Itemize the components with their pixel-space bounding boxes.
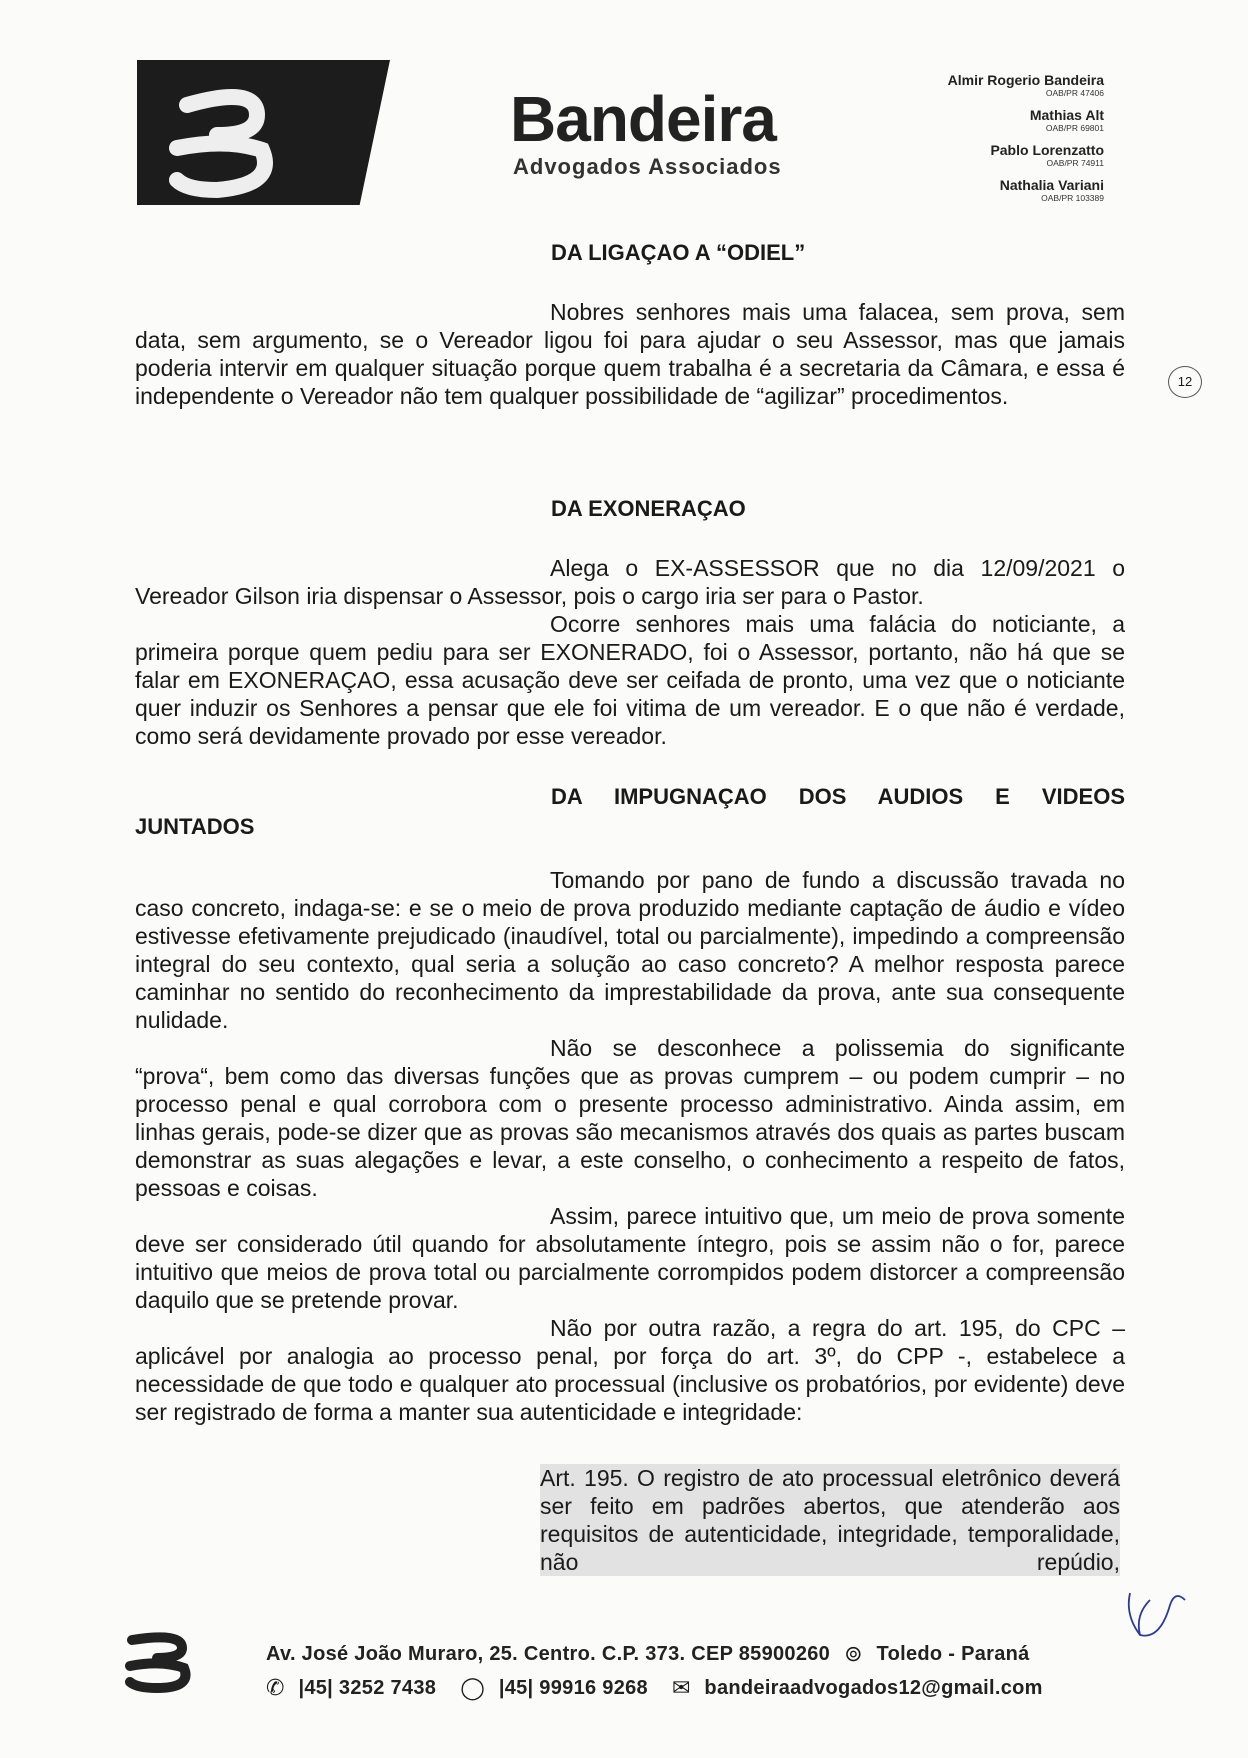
paragraph: Assim, parece intuitivo que, um meio de prova somente deve ser considerado útil quando for absolutamente íntegro, pois se assim não o for, parece intuitivo que meios de prova total ou parcialmente corrompidos podem distorcer a compreensão daquilo que se pretende provar. [135,1203,1125,1313]
footer-email: bandeiraadvogados12@gmail.com [704,1677,1043,1699]
footer-city: Toledo - Paraná [876,1643,1030,1665]
page-number: 12 [1168,366,1202,398]
section-heading: DA EXONERAÇAO [551,496,746,521]
section-heading: DA IMPUGNAÇAO DOS AUDIOS E VIDEOS [551,784,1125,809]
document-body [135,240,1125,1576]
logo-mark [137,60,390,205]
section-body [135,554,1125,750]
paragraph: Nobres senhores mais uma falacea, sem prova, sem data, sem argumento, se o Vereador ligou foi para ajudar o seu Assessor, mas que jamais poderia intervir em qualquer situação porque quem trabalha é a secretaria da Câmara, e essa é independente o Vereador não tem qualquer possibilidade de “agilizar” procedimentos. [135,299,1125,409]
lawyer-oab: OAB/PR 103389 [1041,193,1104,203]
whatsapp-icon: ◯ [460,1675,485,1700]
lawyer-oab: OAB/PR 74911 [1046,158,1104,168]
footer-whatsapp: |45| 99916 9268 [498,1677,648,1699]
footer-logo-icon [122,1630,202,1694]
brand-name: Bandeira [510,83,776,155]
lawyer-name: Almir Rogerio Bandeira [947,72,1104,88]
lawyer-name: Pablo Lorenzatto [990,142,1104,158]
lawyer-oab: OAB/PR 69801 [1045,123,1104,133]
lawyer-name: Nathalia Variani [999,177,1104,193]
logo-b-icon [137,60,390,205]
lawyer-name: Mathias Alt [1029,107,1104,123]
footer-address: Av. José João Muraro, 25. Centro. C.P. 373. CEP 85900260 [266,1643,831,1665]
section-heading-continued: JUNTADOS [135,814,255,839]
paragraph: Ocorre senhores mais uma falácia do noticiante, a primeira porque quem pediu para ser EXONERADO, foi o Assessor, portanto, não há que se falar em EXONERAÇAO, essa acusação deve ser ceifada de pronto, uma vez que o noticiante quer induzir os Senhores a pensar que ele foi vitima de um vereador. E o que não é verdade, como será devidamente provado por esse vereador. [135,611,1125,749]
footer-contact-row [266,1676,1043,1700]
footer-phone: |45| 3252 7438 [298,1677,437,1699]
section-body [135,298,1125,410]
legal-quote: Art. 195. O registro de ato processual eletrônico deverá ser feito em padrões abertos, que atenderão aos requisitos de autenticidade, integridade, temporalidade, não repúdio, [540,1465,1120,1575]
lawyer-oab: OAB/PR 47406 [1045,88,1104,98]
location-pin-icon: ⊚ [844,1641,863,1666]
paragraph: Não por outra razão, a regra do art. 195, do CPC – aplicável por analogia ao processo penal, por força do art. 3º, do CPP -, estabelece a necessidade de que todo e qualquer ato processual (inclusive os probatórios, por evidente) deve ser registrado de forma a manter sua autenticidade e integridade: [135,1315,1125,1425]
lawyer-list [948,72,1104,212]
paragraph: Tomando por pano de fundo a discussão travada no caso concreto, indaga-se: e se o meio de prova produzido mediante captação de áudio e vídeo estivesse efetivamente prejudicado (inaudível, total ou parcialmente), impedindo a compreensão integral do seu contexto, qual seria a solução ao caso concreto? A melhor resposta parece caminhar no sentido do reconhecimento da imprestabilidade da prova, ante sua consequente nulidade. [135,867,1125,1033]
section-body [135,866,1125,1426]
phone-icon: ✆ [266,1675,285,1700]
email-icon: ✉ [671,1675,691,1700]
signature-mark [1120,1585,1190,1641]
paragraph: Não se desconhece a polissemia do significante “prova“, bem como das diversas funções que as provas cumprem – ou podem cumprir – no processo penal e qual corrobora com o presente processo administrativo. Ainda assim, em linhas gerais, pode-se dizer que as provas são mecanismos através dos quais as partes buscam demonstrar as suas alegações e levar, a este conselho, o conhecimento a respeito de fatos, pessoas e coisas. [135,1035,1125,1201]
footer-address-row [266,1642,1030,1666]
brand-subtitle: Advogados Associados [513,154,782,179]
section-heading: DA LIGAÇAO A “ODIEL” [551,240,806,265]
paragraph: Alega o EX-ASSESSOR que no dia 12/09/2021 o Vereador Gilson iria dispensar o Assessor, pois o cargo iria ser para o Pastor. [135,555,1125,609]
